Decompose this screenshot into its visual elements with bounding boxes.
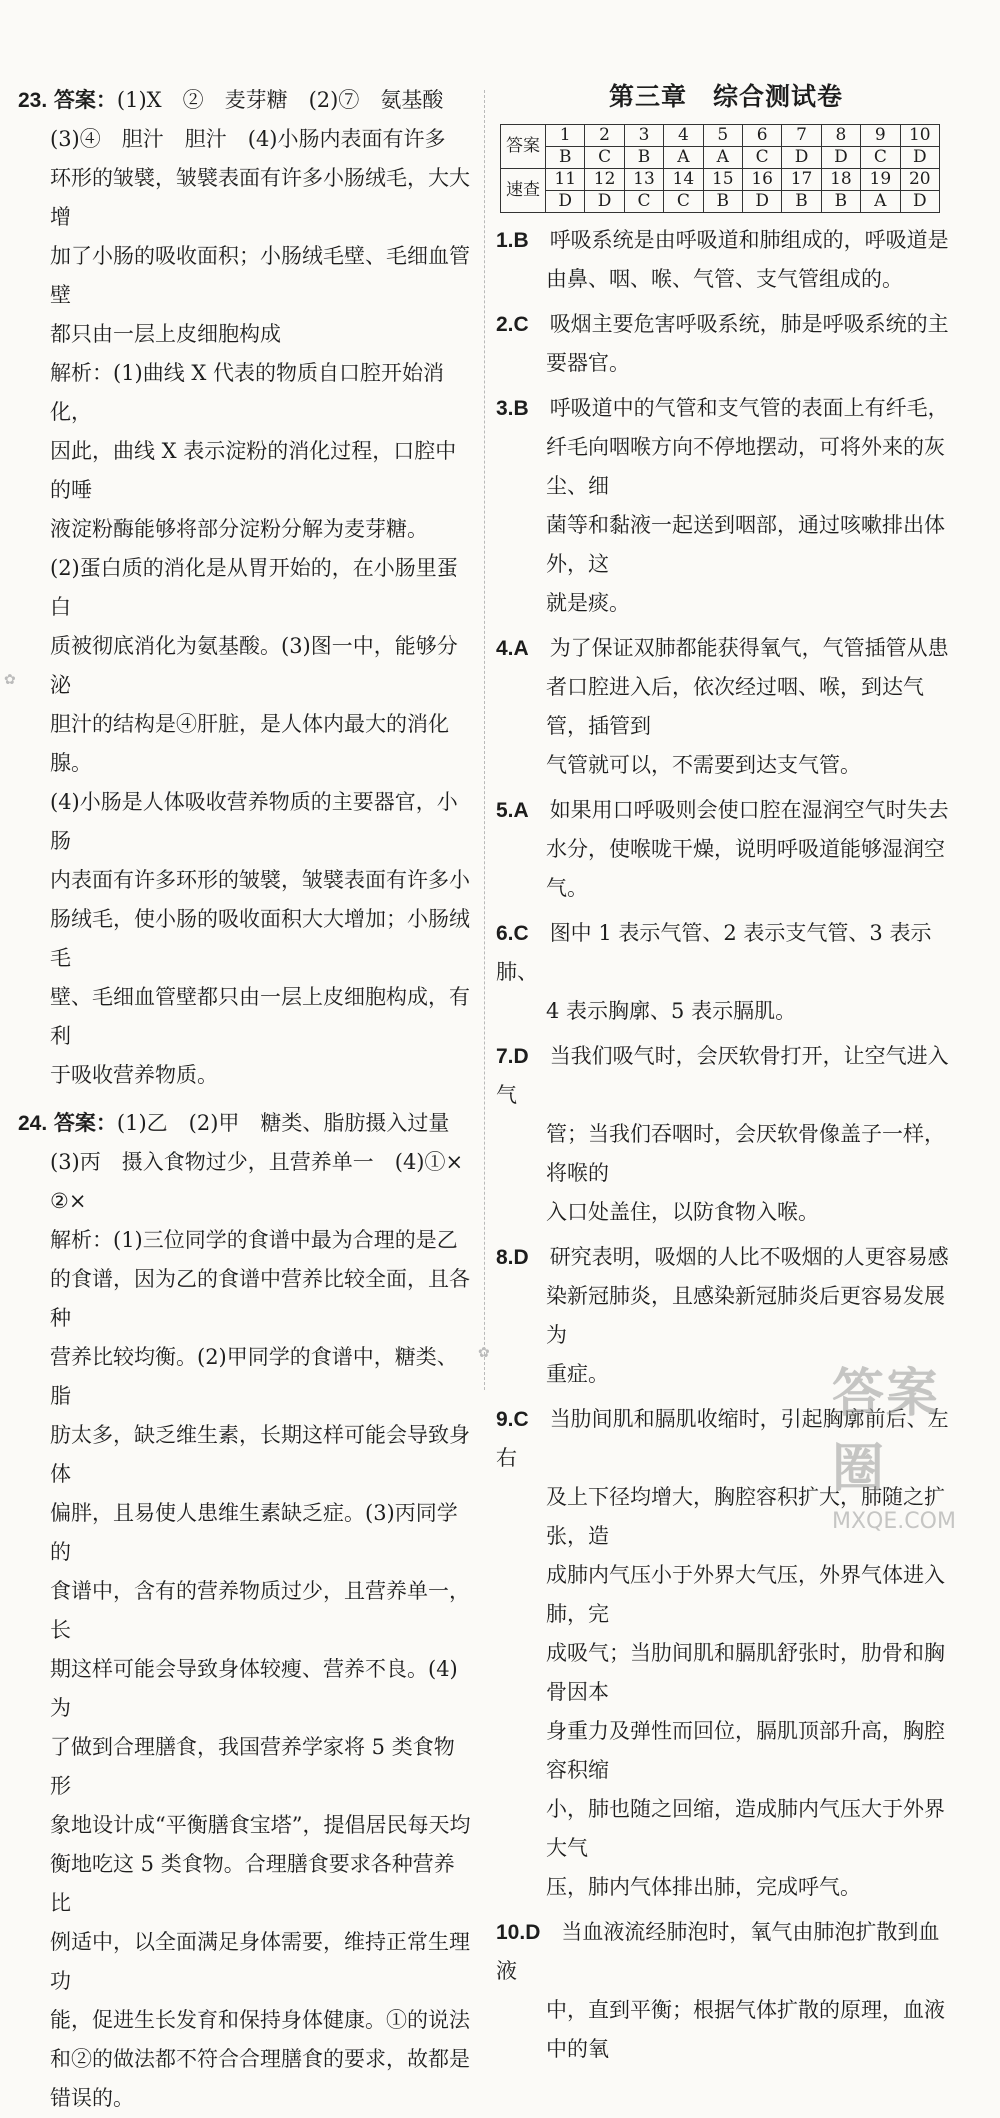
- answer-item-4: [496, 629, 956, 785]
- answer-line: ②×: [50, 1189, 87, 1213]
- table-cell: 15: [703, 169, 742, 191]
- analysis-line: 偏胖，且易使人患维生素缺乏症。(3)丙同学的: [50, 1501, 458, 1564]
- item-line: 管；当我们吞咽时，会厌软骨像盖子一样，将喉的: [546, 1122, 945, 1185]
- question-number: 23.: [18, 89, 48, 112]
- item-number: 2.C: [496, 313, 529, 336]
- answer-line: 加了小肠的吸收面积；小肠绒毛壁、毛细血管壁: [50, 244, 470, 307]
- table-cell: 5: [703, 125, 742, 147]
- table-row: [501, 191, 940, 213]
- table-cell: 6: [742, 125, 781, 147]
- analysis-line: 质被彻底消化为氨基酸。(3)图一中，能够分泌: [50, 634, 458, 697]
- answer-item-6: [496, 914, 956, 1031]
- table-cell: C: [742, 147, 781, 169]
- table-cell: C: [585, 147, 624, 169]
- analysis-line: 内表面有许多环形的皱襞，皱襞表面有许多小: [50, 868, 470, 892]
- item-line: 身重力及弹性而回位，膈肌顶部升高，胸腔容积缩: [546, 1719, 945, 1782]
- table-cell: 20: [900, 169, 939, 191]
- item-line: 成肺内气压小于外界大气压，外界气体进入肺，完: [546, 1563, 945, 1626]
- item-line: 水分，使喉咙干燥，说明呼吸道能够湿润空气。: [546, 837, 945, 900]
- answer-label: 答案：: [53, 1110, 117, 1135]
- table-cell: D: [585, 191, 624, 213]
- analysis-line: 期这样可能会导致身体较瘦、营养不良。(4)为: [50, 1657, 458, 1720]
- table-cell: B: [624, 147, 663, 169]
- analysis-line: 解析：(1)曲线 X 代表的物质自口腔开始消化，: [50, 361, 445, 424]
- analysis-line: 肪太多，缺乏维生素，长期这样可能会导致身体: [50, 1423, 470, 1486]
- item-line: 图中 1 表示气管、2 表示支气管、3 表示肺、: [496, 921, 932, 984]
- table-cell: D: [782, 147, 821, 169]
- answer-item-1: [496, 221, 956, 299]
- item-number: 1.B: [496, 229, 529, 252]
- item-line: 及上下径均增大，胸腔容积扩大，肺随之扩张，造: [546, 1485, 945, 1548]
- left-column: [18, 80, 473, 2118]
- answer-line: 都只由一层上皮细胞构成: [50, 322, 281, 346]
- table-row: [501, 147, 940, 169]
- table-cell: 1: [546, 125, 585, 147]
- item-line: 当肋间肌和膈肌收缩时，引起胸廓前后、左右: [496, 1407, 949, 1470]
- table-label: 答案: [501, 125, 546, 169]
- table-cell: A: [861, 191, 900, 213]
- item-line: 重症。: [546, 1362, 609, 1386]
- analysis-line: 液淀粉酶能够将部分淀粉分解为麦芽糖。: [50, 517, 428, 541]
- item-number: 7.D: [496, 1045, 529, 1068]
- table-row: [501, 169, 940, 191]
- analysis-line: 和②的做法都不符合合理膳食的要求，故都是: [50, 2047, 470, 2071]
- item-line: 中，直到平衡；根据气体扩散的原理，血液中的氧: [546, 1998, 945, 2061]
- answer-item-3: [496, 389, 956, 623]
- item-line: 纤毛向咽喉方向不停地摆动，可将外来的灰尘、细: [546, 435, 945, 498]
- item-line: 者口腔进入后，依次经过咽、喉，到达气管，插管到: [546, 675, 924, 738]
- table-cell: 12: [585, 169, 624, 191]
- table-cell: C: [664, 191, 703, 213]
- table-cell: 9: [861, 125, 900, 147]
- question-number: 24.: [18, 1112, 48, 1135]
- item-line: 就是痰。: [546, 591, 630, 615]
- analysis-line: 了做到合理膳食，我国营养学家将 5 类食物形: [50, 1735, 455, 1798]
- item-line: 小，肺也随之回缩，造成肺内气压大于外界大气: [546, 1797, 945, 1860]
- table-cell: 13: [624, 169, 663, 191]
- item-line: 成吸气；当肋间肌和膈肌舒张时，肋骨和胸骨因本: [546, 1641, 945, 1704]
- table-cell: D: [742, 191, 781, 213]
- item-line: 菌等和黏液一起送到咽部，通过咳嗽排出体外，这: [546, 513, 945, 576]
- watermark-logo: [832, 1351, 982, 1534]
- answer-item-7: [496, 1037, 956, 1232]
- analysis-line: 因此，曲线 X 表示淀粉的消化过程，口腔中的唾: [50, 439, 457, 502]
- ornament-mark: ✿: [4, 672, 16, 688]
- watermark-url: MXQE.COM: [832, 1509, 956, 1534]
- item-number: 9.C: [496, 1408, 529, 1431]
- table-cell: B: [703, 191, 742, 213]
- analysis-line: 于吸收营养物质。: [50, 1063, 218, 1087]
- analysis-line: 的食谱，因为乙的食谱中营养比较全面，且各种: [50, 1267, 470, 1330]
- table-cell: D: [900, 191, 939, 213]
- table-cell: D: [821, 147, 860, 169]
- table-cell: C: [624, 191, 663, 213]
- item-line: 如果用口呼吸则会使口腔在湿润空气时失去: [549, 798, 949, 822]
- item-line: 入口处盖住，以防食物入喉。: [546, 1200, 819, 1224]
- analysis-line: (4)小肠是人体吸收营养物质的主要器官，小肠: [50, 790, 458, 853]
- analysis-line: 能，促进生长发育和保持身体健康。①的说法: [50, 2008, 470, 2032]
- answer-line: (3)④ 胆汁 胆汁 (4)小肠内表面有许多: [50, 127, 446, 151]
- watermark-text: 答案圈: [832, 1364, 941, 1499]
- analysis-line: 例适中，以全面满足身体需要，维持正常生理功: [50, 1930, 470, 1993]
- item-line: 呼吸系统是由呼吸道和肺组成的，呼吸道是: [549, 228, 949, 252]
- item-line: 4 表示胸廓、5 表示膈肌。: [546, 999, 797, 1023]
- item-line: 当我们吸气时，会厌软骨打开，让空气进入气: [496, 1044, 949, 1107]
- analysis-line: 胆汁的结构是④肝脏，是人体内最大的消化腺。: [50, 712, 449, 775]
- table-cell: C: [861, 147, 900, 169]
- table-cell: B: [546, 147, 585, 169]
- table-cell: 8: [821, 125, 860, 147]
- table-cell: 4: [664, 125, 703, 147]
- analysis-line: 错误的。: [50, 2086, 134, 2110]
- answer-line: (1)X ② 麦芽糖 (2)⑦ 氨基酸: [116, 88, 444, 112]
- analysis-line: 壁、毛细血管壁都只由一层上皮细胞构成，有利: [50, 985, 470, 1048]
- chapter-title: 第三章 综合测试卷: [608, 82, 843, 111]
- table-cell: A: [703, 147, 742, 169]
- table-cell: 3: [624, 125, 663, 147]
- item-line: 当血液流经肺泡时，氧气由肺泡扩散到血液: [496, 1920, 940, 1983]
- item-line: 由鼻、咽、喉、气管、支气管组成的。: [546, 267, 903, 291]
- item-line: 气管就可以，不需要到达支气管。: [546, 753, 861, 777]
- question-23: [18, 80, 473, 1095]
- answer-item-2: [496, 305, 956, 383]
- item-number: 8.D: [496, 1246, 529, 1269]
- item-line: 要器官。: [546, 351, 630, 375]
- answer-line: 环形的皱襞，皱襞表面有许多小肠绒毛，大大增: [50, 166, 470, 229]
- right-column: [496, 80, 956, 2069]
- table-cell: 2: [585, 125, 624, 147]
- item-number: 6.C: [496, 922, 529, 945]
- answer-item-10: [496, 1913, 956, 2069]
- table-cell: B: [821, 191, 860, 213]
- item-line: 研究表明，吸烟的人比不吸烟的人更容易感: [549, 1245, 949, 1269]
- analysis-line: 象地设计成“平衡膳食宝塔”，提倡居民每天均: [50, 1813, 471, 1837]
- item-line: 吸烟主要危害呼吸系统，肺是呼吸系统的主: [549, 312, 949, 336]
- table-cell: 16: [742, 169, 781, 191]
- table-cell: 17: [782, 169, 821, 191]
- analysis-line: 解析：(1)三位同学的食谱中最为合理的是乙: [50, 1228, 458, 1252]
- answer-list: [496, 221, 956, 2069]
- item-number: 10.D: [496, 1921, 541, 1944]
- table-cell: B: [782, 191, 821, 213]
- answer-quick-check-table: [500, 124, 940, 213]
- answer-line: (3)丙 摄入食物过少，且营养单一 (4)①×: [50, 1150, 464, 1174]
- table-cell: D: [900, 147, 939, 169]
- item-line: 染新冠肺炎，且感染新冠肺炎后更容易发展为: [546, 1284, 945, 1347]
- table-cell: 18: [821, 169, 860, 191]
- item-number: 4.A: [496, 637, 529, 660]
- analysis-line: 营养比较均衡。(2)甲同学的食谱中，糖类、脂: [50, 1345, 458, 1408]
- analysis-line: (2)蛋白质的消化是从胃开始的，在小肠里蛋白: [50, 556, 458, 619]
- item-number: 5.A: [496, 799, 529, 822]
- item-line: 压，肺内气体排出肺，完成呼气。: [546, 1875, 861, 1899]
- question-24: [18, 1103, 473, 2118]
- table-cell: 14: [664, 169, 703, 191]
- answer-label: 答案：: [53, 87, 117, 112]
- table-cell: 11: [546, 169, 585, 191]
- table-row: [501, 125, 940, 147]
- table-label: 速查: [501, 169, 546, 213]
- analysis-line: 肠绒毛，使小肠的吸收面积大大增加；小肠绒毛: [50, 907, 470, 970]
- item-line: 呼吸道中的气管和支气管的表面上有纤毛，: [549, 396, 949, 420]
- analysis-line: 食谱中，含有的营养物质过少，且营养单一，长: [50, 1579, 470, 1642]
- item-line: 为了保证双肺都能获得氧气，气管插管从患: [549, 636, 949, 660]
- analysis-line: 衡地吃这 5 类食物。合理膳食要求各种营养比: [50, 1852, 455, 1915]
- table-cell: A: [664, 147, 703, 169]
- answer-line: (1)乙 (2)甲 糖类、脂肪摄入过量: [116, 1111, 450, 1135]
- table-cell: 7: [782, 125, 821, 147]
- column-divider: [484, 90, 485, 1390]
- answer-item-5: [496, 791, 956, 908]
- item-number: 3.B: [496, 397, 529, 420]
- table-cell: D: [546, 191, 585, 213]
- table-cell: 10: [900, 125, 939, 147]
- ornament-mark: ✿: [478, 1345, 490, 1361]
- table-cell: 19: [861, 169, 900, 191]
